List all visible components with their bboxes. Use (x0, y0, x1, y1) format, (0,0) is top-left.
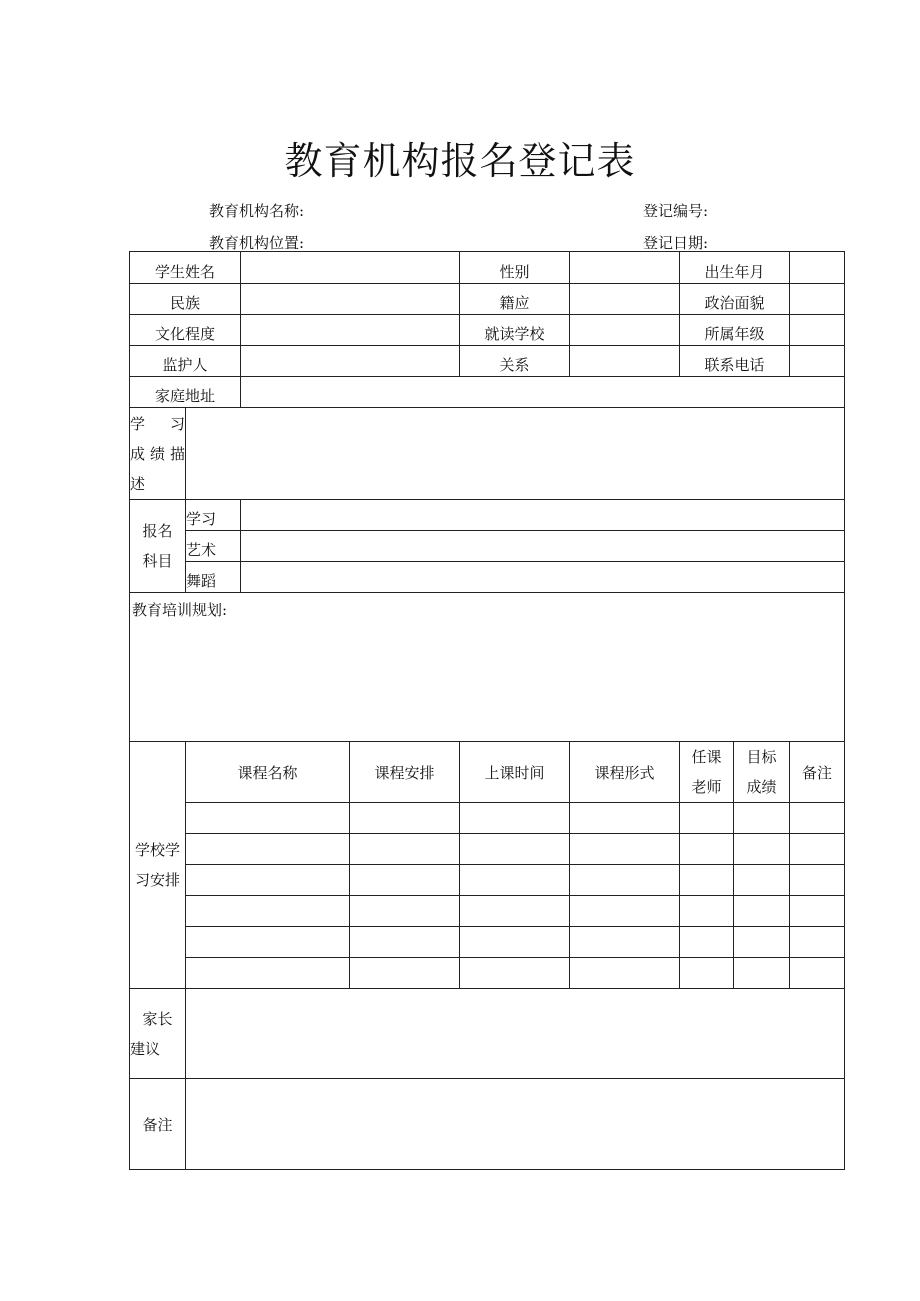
schedule-cell[interactable] (350, 865, 460, 896)
native-place-field[interactable] (570, 284, 680, 315)
reg-date-label: 登记日期: (643, 234, 709, 252)
schedule-cell[interactable] (734, 927, 790, 958)
schedule-cell[interactable] (350, 896, 460, 927)
subjects-label: 报名 科目 (130, 500, 186, 593)
schedule-cell[interactable] (734, 958, 790, 989)
schedule-cell[interactable] (460, 865, 570, 896)
table-row (130, 834, 845, 865)
schedule-cell[interactable] (680, 896, 734, 927)
schedule-cell[interactable] (790, 834, 845, 865)
schedule-cell[interactable] (734, 896, 790, 927)
schedule-cell[interactable] (350, 834, 460, 865)
schedule-cell[interactable] (790, 896, 845, 927)
political-status-label: 政治面貌 (680, 284, 790, 315)
schedule-cell[interactable] (680, 927, 734, 958)
relation-field[interactable] (570, 346, 680, 377)
schedule-cell[interactable] (570, 958, 680, 989)
subject-item-art: 艺术 (186, 531, 241, 562)
parent-advice-label: 家长 建议 (130, 989, 186, 1079)
gender-field[interactable] (570, 252, 680, 284)
ethnicity-label: 民族 (130, 284, 241, 315)
training-plan-field[interactable] (130, 593, 845, 742)
gender-label: 性别 (460, 252, 570, 284)
org-location-label: 教育机构位置: (209, 234, 305, 252)
political-status-field[interactable] (790, 284, 845, 315)
info-row (130, 377, 845, 408)
schedule-cell[interactable] (570, 834, 680, 865)
schedule-cell[interactable] (186, 958, 350, 989)
table-row (130, 958, 845, 989)
address-label: 家庭地址 (130, 377, 241, 408)
col-class-time: 上课时间 (460, 742, 570, 803)
info-row (130, 315, 845, 346)
table-row (130, 865, 845, 896)
subject-item-dance: 舞蹈 (186, 562, 241, 593)
schedule-cell[interactable] (350, 958, 460, 989)
col-course-form: 课程形式 (570, 742, 680, 803)
schedule-cell[interactable] (734, 803, 790, 834)
schedule-cell[interactable] (570, 927, 680, 958)
school-label: 就读学校 (460, 315, 570, 346)
info-row (130, 284, 845, 315)
schedule-cell[interactable] (680, 958, 734, 989)
schedule-cell[interactable] (186, 834, 350, 865)
schedule-cell[interactable] (790, 958, 845, 989)
schedule-cell[interactable] (350, 803, 460, 834)
parent-advice-field[interactable] (186, 989, 845, 1079)
subject-dance-field[interactable] (241, 562, 845, 593)
schedule-cell[interactable] (570, 896, 680, 927)
schedule-cell[interactable] (186, 927, 350, 958)
schedule-cell[interactable] (186, 803, 350, 834)
col-course-arrangement: 课程安排 (350, 742, 460, 803)
reg-no-label: 登记编号: (643, 202, 709, 220)
schedule-cell[interactable] (734, 865, 790, 896)
performance-field[interactable] (186, 408, 845, 500)
info-row (130, 252, 845, 284)
education-level-label: 文化程度 (130, 315, 241, 346)
org-name-label: 教育机构名称: (209, 202, 305, 220)
plan-row (130, 593, 845, 742)
subject-study-field[interactable] (241, 500, 845, 531)
schedule-cell[interactable] (460, 834, 570, 865)
phone-label: 联系电话 (680, 346, 790, 377)
performance-row (130, 408, 845, 500)
schedule-cell[interactable] (460, 958, 570, 989)
schedule-label: 学校学 习安排 (130, 742, 186, 989)
registration-form-table (129, 251, 845, 1170)
performance-label: 学 习 成绩描 述 (130, 408, 186, 500)
schedule-header-row (130, 742, 845, 803)
schedule-cell[interactable] (460, 927, 570, 958)
guardian-label: 监护人 (130, 346, 241, 377)
schedule-cell[interactable] (460, 803, 570, 834)
subject-row (130, 500, 845, 531)
col-course-name: 课程名称 (186, 742, 350, 803)
info-row (130, 346, 845, 377)
subject-item-study: 学习 (186, 500, 241, 531)
col-teacher: 任课 老师 (680, 742, 734, 803)
schedule-cell[interactable] (570, 865, 680, 896)
remarks-field[interactable] (186, 1079, 845, 1170)
schedule-cell[interactable] (790, 865, 845, 896)
native-place-label: 籍应 (460, 284, 570, 315)
schedule-cell[interactable] (570, 803, 680, 834)
schedule-cell[interactable] (734, 834, 790, 865)
training-plan-label: 教育培训规划: (132, 601, 228, 619)
schedule-cell[interactable] (186, 896, 350, 927)
subject-row (130, 562, 845, 593)
schedule-cell[interactable] (460, 896, 570, 927)
phone-field[interactable] (790, 346, 845, 377)
parent-advice-row (130, 989, 845, 1079)
table-row (130, 896, 845, 927)
birth-date-label: 出生年月 (680, 252, 790, 284)
subject-row (130, 531, 845, 562)
schedule-cell[interactable] (790, 927, 845, 958)
schedule-cell[interactable] (790, 803, 845, 834)
grade-field[interactable] (790, 315, 845, 346)
education-level-field[interactable] (241, 315, 460, 346)
subject-art-field[interactable] (241, 531, 845, 562)
ethnicity-field[interactable] (241, 284, 460, 315)
page-title: 教育机构报名登记表 (284, 139, 636, 183)
schedule-cell[interactable] (186, 865, 350, 896)
schedule-cell[interactable] (680, 834, 734, 865)
schedule-cell[interactable] (350, 927, 460, 958)
guardian-field[interactable] (241, 346, 460, 377)
grade-label: 所属年级 (680, 315, 790, 346)
remarks-label: 备注 (130, 1079, 186, 1170)
schedule-cell[interactable] (680, 803, 734, 834)
relation-label: 关系 (460, 346, 570, 377)
birth-date-field[interactable] (790, 252, 845, 284)
table-row (130, 803, 845, 834)
table-row (130, 927, 845, 958)
remarks-row (130, 1079, 845, 1170)
schedule-cell[interactable] (680, 865, 734, 896)
school-field[interactable] (570, 315, 680, 346)
col-target-score: 目标 成绩 (734, 742, 790, 803)
student-name-field[interactable] (241, 252, 460, 284)
student-name-label: 学生姓名 (130, 252, 241, 284)
address-field[interactable] (241, 377, 845, 408)
col-remark: 备注 (790, 742, 845, 803)
